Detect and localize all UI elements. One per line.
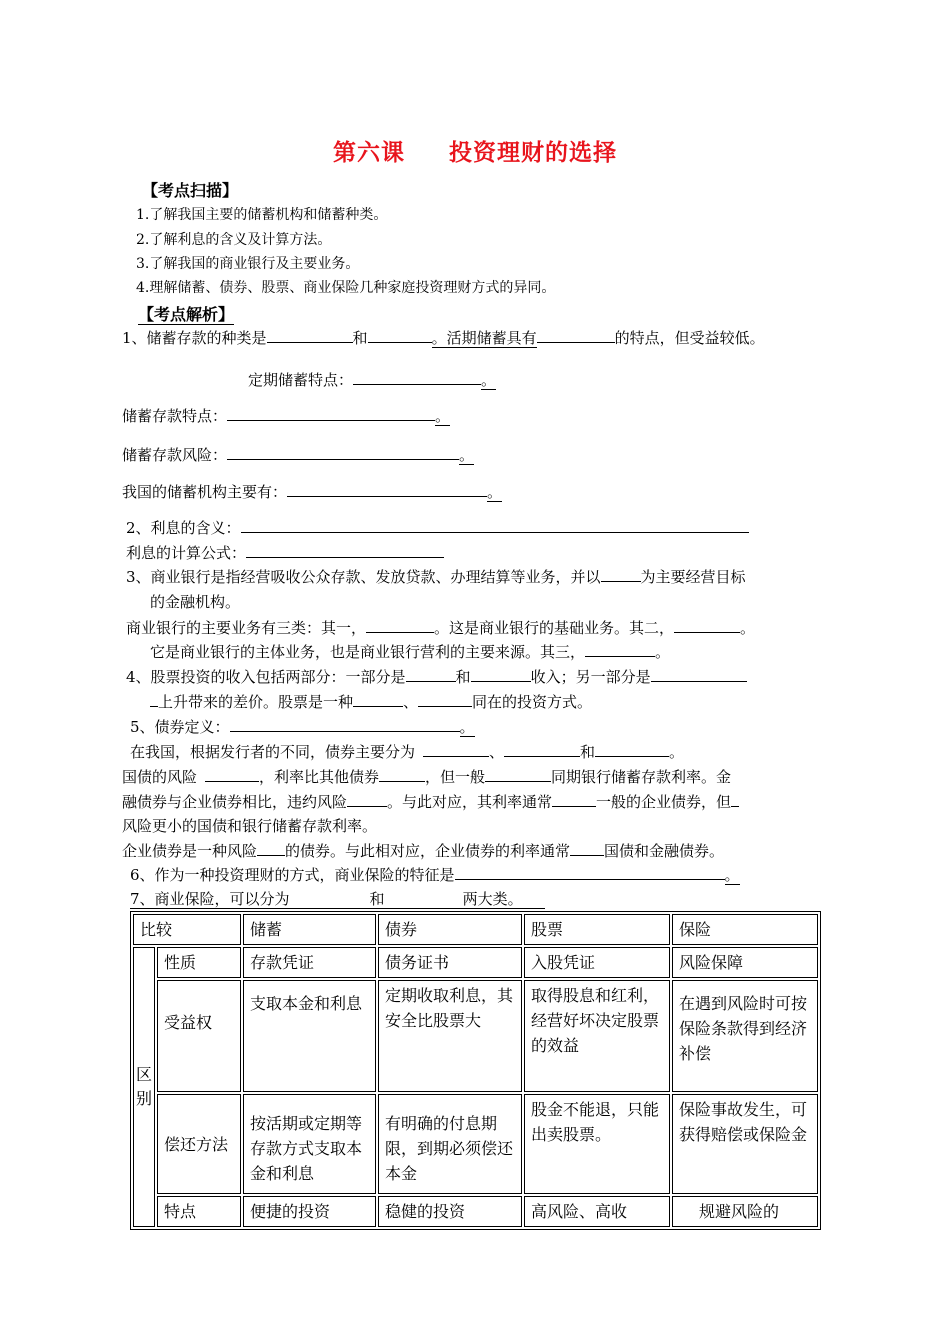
- blank[interactable]: [471, 667, 531, 682]
- blank[interactable]: [287, 482, 487, 497]
- blank[interactable]: [227, 445, 459, 460]
- table-cell: 支取本金和利息: [243, 980, 376, 1092]
- blank[interactable]: [537, 328, 615, 343]
- table-cell: 高风险、高收: [524, 1196, 670, 1227]
- blank[interactable]: [651, 667, 747, 682]
- blank[interactable]: [241, 518, 749, 533]
- blank[interactable]: [353, 370, 481, 385]
- group-cell: 区别: [133, 947, 155, 1227]
- table-cell: 按活期或定期等存款方式支取本金和利息: [243, 1094, 376, 1194]
- table-cell: 便捷的投资: [243, 1196, 376, 1227]
- table-row: [133, 980, 818, 1092]
- table-cell: 有明确的付息期限，到期必须偿还本金: [378, 1094, 522, 1194]
- scan-item-4: 4.理解储蓄、债券、股票、商业保险几种家庭投资理财方式的异同。: [136, 280, 556, 296]
- blank[interactable]: [368, 328, 432, 343]
- q1-features: 储蓄存款特点： 。: [122, 407, 451, 425]
- blank[interactable]: [230, 717, 460, 732]
- blank[interactable]: [379, 767, 425, 782]
- header-compare: 比较: [133, 914, 241, 945]
- table-cell: 债务证书: [378, 947, 522, 978]
- blank[interactable]: [485, 767, 551, 782]
- q1-risk: 储蓄存款风险： 。: [122, 446, 475, 464]
- blank[interactable]: [455, 865, 725, 880]
- scan-item-2: 2.了解利息的含义及计算方法。: [136, 232, 332, 248]
- blank[interactable]: [731, 792, 739, 807]
- row-label: 特点: [157, 1196, 241, 1227]
- q4-line2: 上升带来的差价。股票是一种 、 同在的投资方式。: [150, 691, 592, 712]
- q2-meaning: 2、利息的含义：: [126, 517, 749, 538]
- q6-line: 6、作为一种投资理财的方式，商业保险的特征是 。: [130, 866, 740, 884]
- blank[interactable]: [552, 792, 596, 807]
- q1-line: 1、储蓄存款的种类是 和 。活期储蓄具有 的特点，但受益较低。: [122, 329, 765, 347]
- title-topic: 投资理财的选择: [449, 140, 617, 166]
- blank[interactable]: [674, 618, 740, 633]
- blank[interactable]: [595, 742, 669, 757]
- table-header-row: [133, 914, 818, 945]
- q5-national: 国债的风险 ，利率比其他债券 ，但一般 同期银行储蓄存款利率。金: [122, 768, 732, 786]
- q1-institutions: 我国的储蓄机构主要有： 。: [122, 483, 503, 501]
- q5-corporate: 企业债券是一种风险 的债券。与此相对应，企业债券的利率通常 国债和金融债券。: [122, 842, 725, 860]
- table-cell: 规避风险的: [672, 1196, 818, 1227]
- header-stocks: 股票: [524, 914, 670, 945]
- blank[interactable]: [257, 841, 285, 856]
- scan-item-3: 3.了解我国的商业银行及主要业务。: [136, 256, 360, 272]
- blank[interactable]: [347, 792, 387, 807]
- q2-formula: 利息的计算公式：: [126, 542, 444, 563]
- row-label: 偿还方法: [157, 1094, 241, 1194]
- table-row: [133, 947, 818, 978]
- blank[interactable]: [504, 742, 580, 757]
- blank[interactable]: [205, 767, 259, 782]
- header-insurance: 保险: [672, 914, 818, 945]
- blank[interactable]: [150, 692, 158, 707]
- header-savings: 储蓄: [243, 914, 376, 945]
- table-cell: 存款凭证: [243, 947, 376, 978]
- table-cell: 股金不能退，只能出卖股票。: [524, 1094, 670, 1194]
- blank[interactable]: [267, 328, 353, 343]
- table-cell: 取得股息和红利，经营好坏决定股票的效益: [524, 980, 670, 1092]
- blank[interactable]: [406, 667, 456, 682]
- table-cell: 在遇到风险时可按保险条款得到经济补偿: [672, 980, 818, 1092]
- blank[interactable]: [570, 841, 604, 856]
- q5-definition: 5、债券定义： 。: [130, 718, 475, 736]
- q3-line3: 商业银行的主要业务有三类：其一， 。这是商业银行的基础业务。其二， 。: [126, 619, 756, 637]
- blank[interactable]: [227, 406, 435, 421]
- q3-line1: 3、商业银行是指经营吸收公众存款、发放贷款、办理结算等业务，并以 为主要经营目标: [126, 568, 746, 586]
- blank[interactable]: [418, 692, 472, 707]
- q3-line2: 的金融机构。: [150, 593, 241, 611]
- table-cell: 保险事故发生，可获得赔偿或保险金: [672, 1094, 818, 1194]
- q4-line1: 4、股票投资的收入包括两部分：一部分是 和 收入；另一部分是: [126, 666, 747, 687]
- table-row: [133, 1094, 818, 1194]
- header-bonds: 债券: [378, 914, 522, 945]
- table-row: [133, 1196, 818, 1227]
- q5-compare: 风险更小的国债和银行储蓄存款利率。: [122, 817, 378, 835]
- blank[interactable]: [246, 543, 444, 558]
- scan-item-1: 1.了解我国主要的储蓄机构和储蓄种类。: [136, 207, 388, 223]
- blank[interactable]: [366, 618, 434, 633]
- table-cell: 风险保障: [672, 947, 818, 978]
- comparison-table: [130, 911, 821, 1230]
- blank[interactable]: [423, 742, 489, 757]
- page-title: [0, 134, 950, 167]
- table-cell: 定期收取利息，其安全比股票大: [378, 980, 522, 1092]
- q1-fixed: 定期储蓄特点： 。: [248, 371, 497, 389]
- blank[interactable]: [353, 692, 403, 707]
- q3-line4: 它是商业银行的主体业务，也是商业银行营利的主要来源。其三， 。: [150, 643, 671, 661]
- table-cell: 入股凭证: [524, 947, 670, 978]
- scan-heading: 【考点扫描】: [142, 181, 239, 200]
- blank[interactable]: [585, 642, 655, 657]
- q7-line: 7、商业保险，可以分为 和 两大类。: [130, 888, 545, 909]
- title-lesson: 第六课: [333, 140, 405, 166]
- row-label: 性质: [157, 947, 241, 978]
- analysis-heading: 【考点解析】: [138, 305, 235, 324]
- table-cell: 稳健的投资: [378, 1196, 522, 1227]
- row-label: 受益权: [157, 980, 241, 1092]
- blank[interactable]: [601, 567, 641, 582]
- q5-financial: 融债券与企业债券相比，违约风险 。与此对应，其利率通常 一般的企业债券，但: [122, 791, 739, 812]
- q5-types: 在我国，根据发行者的不同，债券主要分为 、 和 。: [130, 743, 685, 761]
